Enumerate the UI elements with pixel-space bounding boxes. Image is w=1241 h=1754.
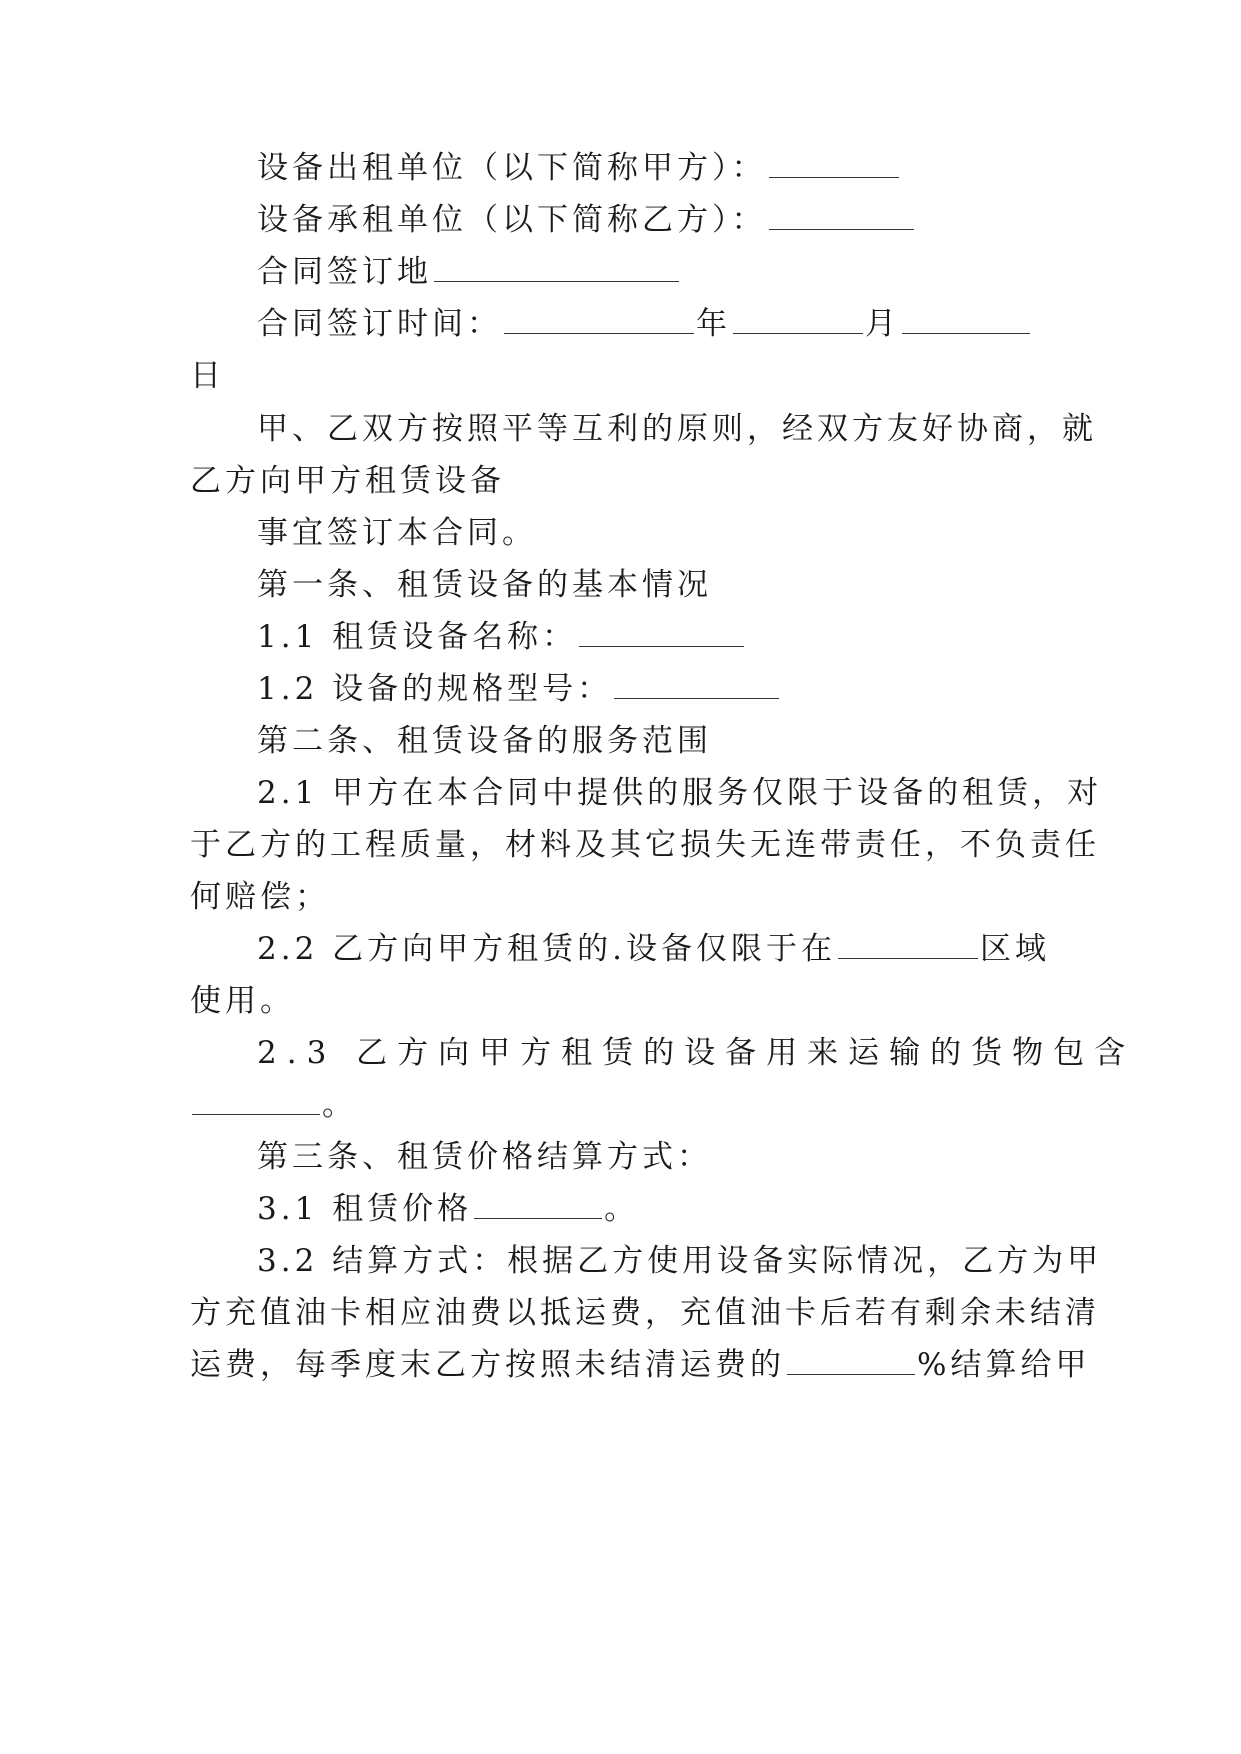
art2-2-region-label: 区域 (980, 931, 1051, 967)
rental-price-blank[interactable] (474, 1192, 602, 1219)
art2-3-end: 。 (322, 1087, 357, 1123)
sign-place-blank[interactable] (434, 255, 679, 282)
art3-1-label: 3.1 租赁价格 (257, 1191, 473, 1227)
art2-3-line-1: 2.3 乙方向甲方租赁的设备用来运输的货物包含 (257, 1035, 1136, 1071)
art2-1-line-3: 何赔偿； (190, 879, 330, 915)
article-1-title: 第一条、租赁设备的基本情况 (257, 567, 712, 603)
art2-1-line-1: 2.1 甲方在本合同中提供的服务仅限于设备的租赁，对 (257, 775, 1103, 811)
intro-line-3: 事宜签订本合同。 (257, 515, 537, 551)
art2-1-line-2: 于乙方的工程质量，材料及其它损失无连带责任，不负责任 (190, 827, 1100, 863)
art1-1-label: 1.1 租赁设备名称： (257, 619, 578, 655)
art3-2-line3-post: %结算给甲 (917, 1347, 1091, 1383)
art1-2-label: 1.2 设备的规格型号： (257, 671, 613, 707)
art3-2-line-2: 方充值油卡相应油费以抵运费，充值油卡后若有剩余未结清 (190, 1295, 1100, 1331)
art2-2-line-2: 使用。 (190, 983, 295, 1019)
intro-line-1: 甲、乙双方按照平等互利的原则，经双方友好协商，就 (257, 411, 1097, 447)
art1-1-line (257, 617, 1117, 657)
lessee-line (257, 200, 1117, 240)
sign-time-label: 合同签订时间： (257, 306, 502, 342)
sign-year-blank[interactable] (504, 307, 694, 334)
sign-place-line (257, 252, 1117, 292)
lessee-label: 设备承租单位（以下简称乙方）： (257, 202, 767, 238)
lessor-line (257, 148, 1117, 188)
sign-day-blank[interactable] (902, 307, 1030, 334)
art1-2-line (257, 669, 1117, 709)
equipment-name-blank[interactable] (579, 620, 744, 647)
month-label: 月 (865, 306, 900, 342)
art3-2-line-3 (190, 1345, 1091, 1385)
lessor-blank[interactable] (769, 151, 899, 178)
cargo-blank[interactable] (192, 1088, 320, 1115)
art3-1-end: 。 (604, 1191, 640, 1227)
art2-2-label: 2.2 乙方向甲方租赁的.设备仅限于在 (257, 931, 837, 967)
article-2-title: 第二条、租赁设备的服务范围 (257, 723, 712, 759)
article-3-title: 第三条、租赁价格结算方式： (257, 1139, 712, 1175)
sign-time-line (257, 304, 1117, 344)
art3-1-line (257, 1189, 1117, 1229)
lessee-blank[interactable] (769, 203, 914, 230)
day-label: 日 (190, 358, 225, 394)
art2-2-line-1 (257, 929, 1117, 969)
settlement-percent-blank[interactable] (787, 1348, 915, 1375)
intro-line-2: 乙方向甲方租赁设备 (190, 463, 505, 499)
art3-2-line-1: 3.2 结算方式：根据乙方使用设备实际情况，乙方为甲 (257, 1243, 1103, 1279)
equipment-model-blank[interactable] (614, 672, 779, 699)
region-blank[interactable] (838, 932, 978, 959)
art3-2-line3-label: 运费，每季度末乙方按照未结清运费的 (190, 1347, 785, 1383)
lessor-label: 设备出租单位（以下简称甲方）： (257, 150, 767, 186)
year-label: 年 (696, 306, 731, 342)
sign-place-label: 合同签订地 (257, 254, 432, 290)
sign-month-blank[interactable] (733, 307, 863, 334)
sign-day-line (190, 356, 1050, 396)
art2-3-line-2 (190, 1085, 1050, 1125)
